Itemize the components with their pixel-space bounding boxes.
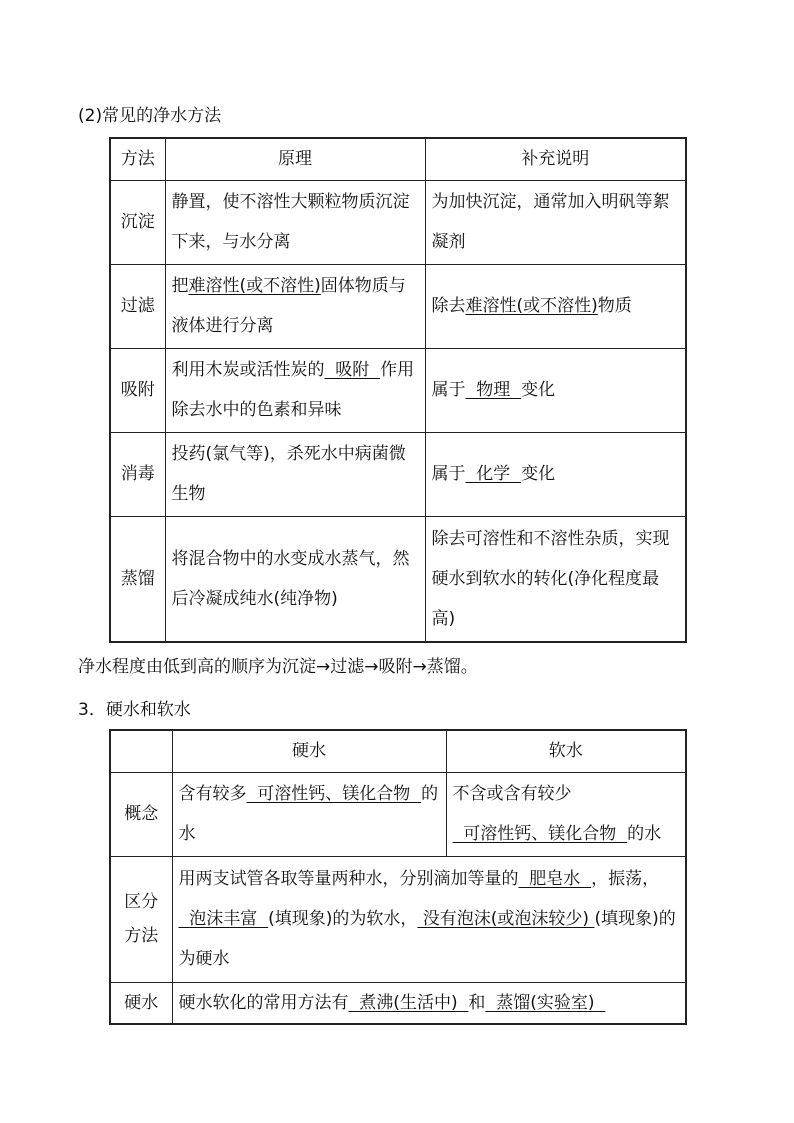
text: 物质	[597, 296, 632, 316]
section-3-title: 3．硬水和软水	[78, 700, 191, 720]
note-cell: 除去可溶性和不溶性杂质，实现硬水到软水的转化(净化程度最高)	[425, 516, 686, 642]
text: 利用木炭或活性炭的	[171, 360, 325, 380]
answer-blank: 煮沸(生活中)	[348, 992, 469, 1013]
header-note: 补充说明	[425, 138, 686, 180]
table-row	[110, 348, 686, 432]
method-cell: 沉淀	[110, 180, 165, 264]
text: (填现象)的为软水，	[268, 909, 418, 929]
method-cell: 吸附	[110, 348, 165, 432]
answer-blank: 肥皂水	[518, 869, 592, 889]
table-row	[110, 432, 686, 516]
table-row	[110, 180, 686, 264]
text: 固体物质与液体进行分离	[171, 276, 406, 336]
answer-blank: 难溶性(或不溶性)	[188, 276, 321, 296]
table-row	[110, 264, 686, 348]
note-cell	[425, 432, 686, 516]
text: 硬水软化的常用方法有	[178, 992, 349, 1013]
note-cell	[425, 264, 686, 348]
answer-blank: 吸附	[324, 360, 381, 380]
principle-cell	[165, 348, 425, 432]
method-cell: 蒸馏	[110, 516, 165, 642]
principle-cell: 投药(氯气等)，杀死水中病菌微生物	[165, 432, 425, 516]
text: 除去	[431, 296, 466, 316]
text: 属于	[431, 464, 466, 484]
order-note: 净水程度由低到高的顺序为沉淀→过滤→吸附→蒸馏。	[78, 657, 478, 677]
header-soft-water: 软水	[446, 730, 686, 772]
table-header-row	[110, 730, 686, 772]
answer-blank: 可溶性钙、镁化合物	[452, 824, 628, 844]
answer-blank: 没有泡沫(或泡沫较少)	[417, 909, 595, 929]
answer-blank: 化学	[465, 464, 522, 484]
header-hard-water: 硬水	[172, 730, 446, 772]
row-label-distinguish: 区分方法	[110, 856, 172, 982]
principle-cell: 静置，使不溶性大颗粒物质沉淀下来，与水分离	[165, 180, 425, 264]
text: 含有较多	[178, 784, 247, 804]
text: 和	[468, 992, 486, 1013]
text: (填现象)的为硬水	[178, 909, 676, 969]
method-cell: 消毒	[110, 432, 165, 516]
row-label-concept: 概念	[110, 772, 172, 856]
answer-blank: 难溶性(或不溶性)	[465, 296, 598, 316]
principle-cell: 将混合物中的水变成水蒸气，然后冷凝成纯水(纯净物)	[165, 516, 425, 642]
table-row	[110, 982, 686, 1024]
section-2-title: (2)常见的净水方法	[78, 106, 222, 126]
table-row	[110, 856, 686, 982]
header-principle: 原理	[165, 138, 425, 180]
answer-blank: 泡沫丰富	[178, 909, 269, 929]
answer-blank: 物理	[465, 380, 522, 400]
header-method: 方法	[110, 138, 165, 180]
text: ，振荡，	[591, 869, 660, 889]
hard-soft-water-table	[109, 729, 687, 1025]
row-label-soften: 硬水	[110, 982, 172, 1024]
note-cell	[425, 348, 686, 432]
text: 属于	[431, 380, 466, 400]
answer-blank: 可溶性钙、镁化合物	[246, 784, 422, 804]
soften-cell	[172, 982, 686, 1024]
hard-concept-cell	[172, 772, 446, 856]
answer-blank: 蒸馏(实验室)	[485, 992, 606, 1013]
soft-concept-cell	[446, 772, 686, 856]
text: 变化	[521, 380, 556, 400]
table-row	[110, 516, 686, 642]
note-cell: 为加快沉淀，通常加入明矾等絮凝剂	[425, 180, 686, 264]
method-cell: 过滤	[110, 264, 165, 348]
principle-cell	[165, 264, 425, 348]
text: 用两支试管各取等量两种水，分别滴加等量的	[178, 869, 519, 889]
table-row	[110, 772, 686, 856]
purification-methods-table	[109, 137, 687, 643]
header-blank	[110, 730, 172, 772]
text: 把	[171, 276, 189, 296]
text: 不含或含有较少	[452, 784, 572, 804]
table-header-row	[110, 138, 686, 180]
text: 的水	[178, 784, 439, 844]
text: 作用除去水中的色素和异味	[171, 360, 415, 420]
distinguish-cell	[172, 856, 686, 982]
text: 的水	[627, 824, 662, 844]
text: 变化	[521, 464, 556, 484]
